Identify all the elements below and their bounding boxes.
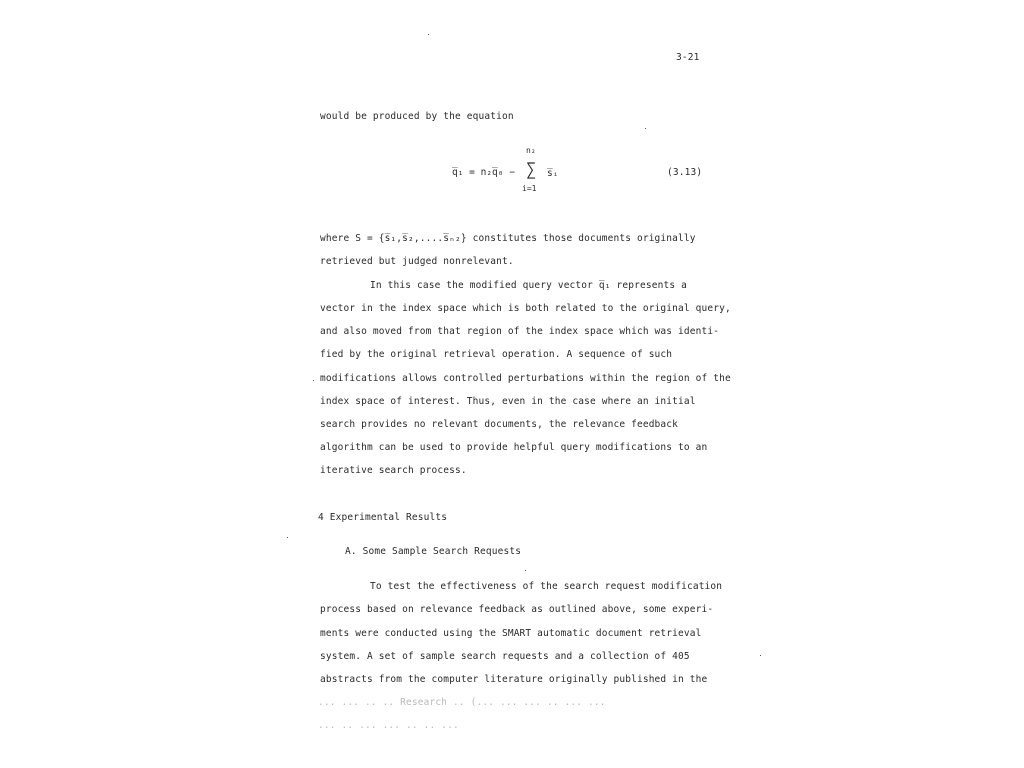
paragraph-line: To test the effectiveness of the search request modification [370, 581, 723, 592]
faded-line: ... .. ... ... .. .. ... [318, 720, 459, 731]
where-line: where S = {s̅₁,s̅₂,....s̅ₙ₂} constitutes those documents originally [320, 233, 696, 244]
intro-line: would be produced by the equation [320, 111, 514, 122]
sum-term: s̅ᵢ [547, 168, 559, 179]
paragraph-line: index space of interest. Thus, even in the case where an initial [320, 396, 696, 407]
paragraph-line: modifications allows controlled perturbations within the region of the [320, 373, 731, 384]
subsection-heading: A. Some Sample Search Requests [345, 546, 522, 557]
sum-lower-limit: i=1 [522, 184, 537, 193]
scan-speck [428, 34, 429, 35]
section-heading: 4 Experimental Results [318, 512, 448, 523]
equation-lhs: q̅₁ = n₂q̅₀ − [452, 167, 515, 178]
paragraph-line: vector in the index space which is both related to the original query, [320, 303, 731, 314]
paragraph-line: fied by the original retrieval operation. A sequence of such [320, 349, 673, 360]
scan-speck [313, 380, 314, 381]
paragraph-line: iterative search process. [320, 465, 467, 476]
scan-speck [287, 537, 288, 538]
summation-sign: ∑ [526, 160, 537, 180]
paragraph-line: and also moved from that region of the index space which was identi- [320, 326, 720, 337]
equation [452, 146, 602, 196]
faded-line: ... ... .. .. Research .. (... ... ... .. ... ... [318, 697, 606, 708]
paragraph-line: abstracts from the computer literature originally published in the [320, 674, 708, 685]
scan-speck [645, 128, 646, 129]
page-number: 3-21 [676, 52, 700, 63]
paragraph-line: algorithm can be used to provide helpful query modifications to an [320, 442, 708, 453]
paragraph-line: system. A set of sample search requests and a collection of 405 [320, 651, 690, 662]
paragraph-line: In this case the modified query vector q̅₁ represents a [370, 280, 687, 291]
paragraph-line: search provides no relevant documents, the relevance feedback [320, 419, 679, 430]
paragraph-line: process based on relevance feedback as outlined above, some experi- [320, 604, 714, 615]
sum-upper-limit: n₂ [526, 146, 536, 155]
paragraph-line: ments were conducted using the SMART automatic document retrieval [320, 628, 702, 639]
scan-speck [525, 570, 526, 571]
scan-speck [760, 655, 761, 656]
equation-number: (3.13) [667, 167, 703, 178]
where-line: retrieved but judged nonrelevant. [320, 256, 514, 267]
